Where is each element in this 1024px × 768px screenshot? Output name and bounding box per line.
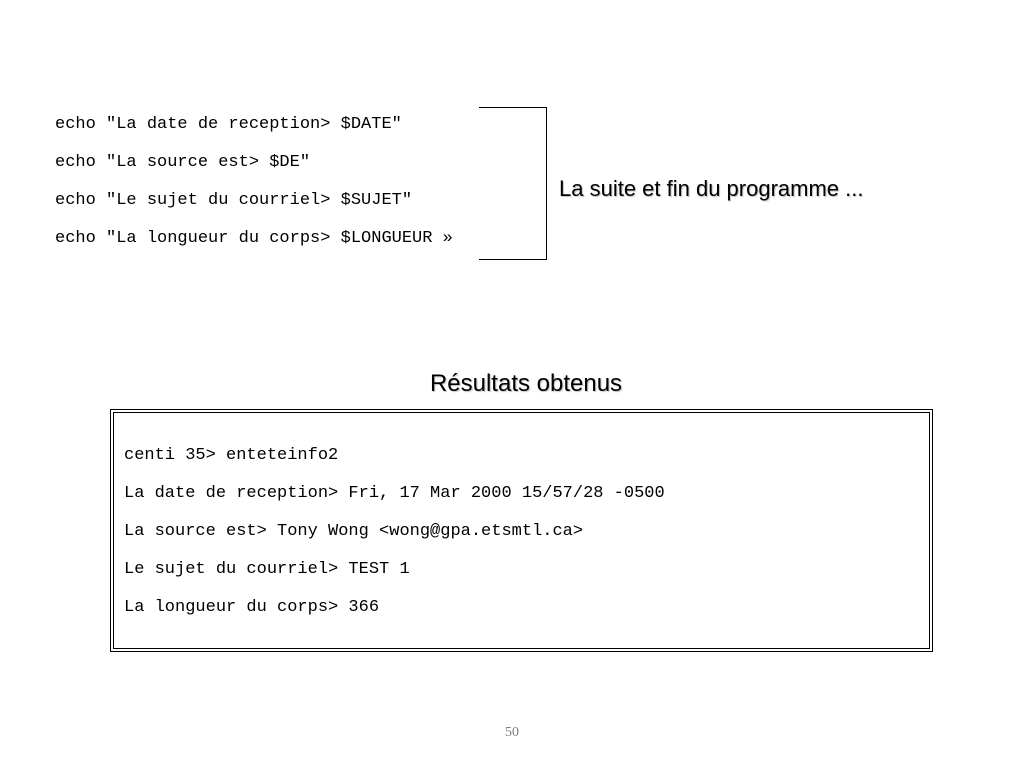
page-number: 50 [505, 725, 519, 740]
output-line-command: centi 35> enteteinfo2 [124, 446, 339, 465]
results-title: Résultats obtenus [429, 370, 623, 397]
terminal-output-inner [113, 412, 930, 649]
program-comment: La suite et fin du programme ... [559, 176, 864, 201]
output-line-subject: Le sujet du courriel> TEST 1 [124, 560, 410, 579]
output-line-length: La longueur du corps> 366 [124, 598, 380, 617]
code-bracket [479, 107, 547, 260]
code-line-length: echo "La longueur du corps> $LONGUEUR » [55, 229, 453, 248]
output-line-source: La source est> Tony Wong <wong@gpa.etsmtl.ca> [124, 522, 584, 541]
code-line-subject: echo "Le sujet du courriel> $SUJET" [55, 191, 413, 210]
code-line-source: echo "La source est> $DE" [55, 153, 311, 172]
terminal-output-box [110, 409, 933, 652]
output-line-date: La date de reception> Fri, 17 Mar 2000 15/57/28 -0500 [124, 484, 665, 503]
code-line-date: echo "La date de reception> $DATE" [55, 115, 402, 134]
